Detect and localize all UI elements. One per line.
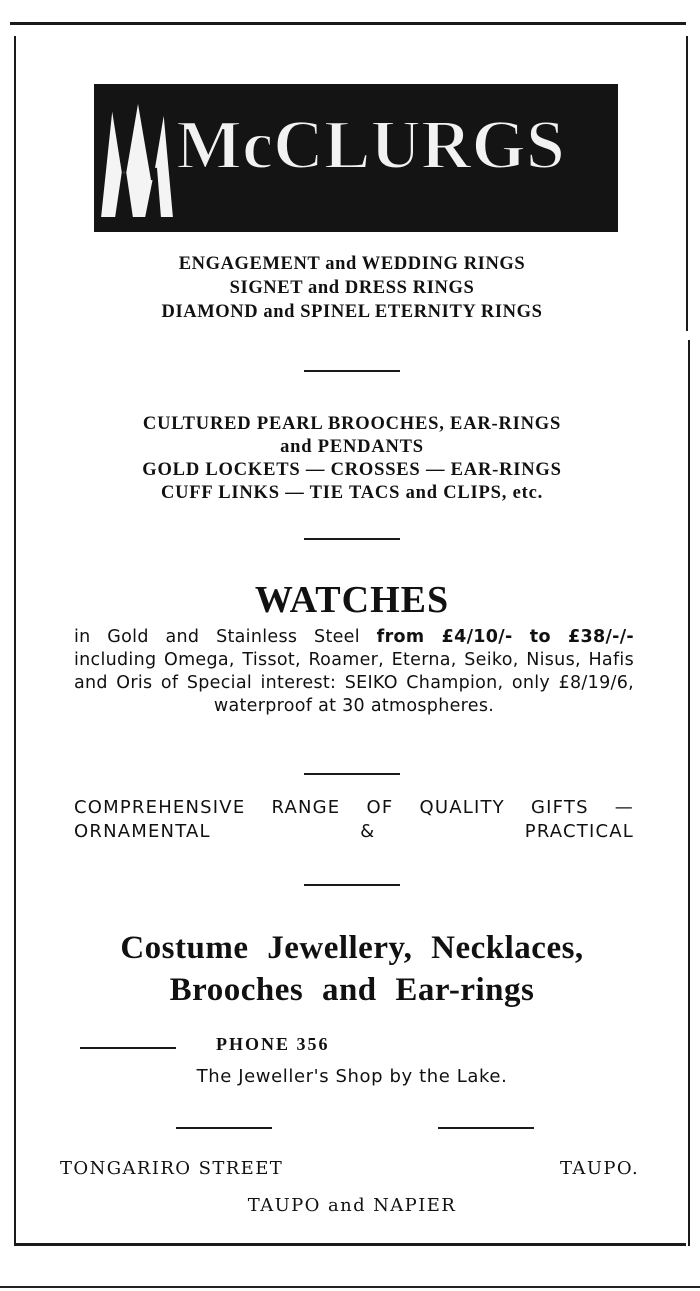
- border-right-lower: [688, 340, 690, 1246]
- divider-5-left: [176, 1127, 272, 1129]
- town-name: TAUPO.: [560, 1158, 640, 1179]
- divider-4: [304, 884, 400, 886]
- rings-line-3: DIAMOND and SPINEL ETERNITY RINGS: [161, 302, 543, 322]
- watches-waterproof: waterproof at 30 atmospheres.: [213, 696, 495, 716]
- watches-price-range: from £4/10/- to £38/-/-: [376, 627, 634, 647]
- watches-brands: including Omega, Tissot, Roamer, Eterna, Seiko, Nisus, Hafis and Oris of Special interest: SEIKO Champion, only £8/19/6,: [74, 650, 634, 693]
- pearls-line-4: CUFF LINKS — TIE TACS and CLIPS, etc.: [160, 483, 544, 503]
- mcclurgs-logo: [94, 84, 618, 232]
- costume-jewellery: [20, 927, 684, 1011]
- watches-heading: WATCHES: [254, 579, 450, 621]
- logo-text: McCLURGS: [176, 107, 565, 184]
- rings-line-1: ENGAGEMENT and WEDDING RINGS: [178, 254, 526, 274]
- pearls-list: [20, 413, 684, 505]
- phone-leader-rule: [80, 1047, 176, 1049]
- shop-tagline: The Jeweller's Shop by the Lake.: [196, 1066, 508, 1087]
- border-right: [686, 36, 688, 331]
- divider-3: [304, 773, 400, 775]
- rings-line-2: SIGNET and DRESS RINGS: [229, 278, 475, 298]
- pearls-line-3: GOLD LOCKETS — CROSSES — EAR-RINGS: [142, 460, 562, 480]
- phone-number: PHONE 356: [216, 1034, 330, 1054]
- page-edge-rule: [0, 1286, 700, 1288]
- border-top: [10, 22, 686, 25]
- watches-materials: in Gold and Stainless Steel: [74, 627, 360, 647]
- border-bottom: [16, 1243, 686, 1246]
- pearls-line-1: CULTURED PEARL BROOCHES, EAR-RINGS: [142, 414, 562, 434]
- costume-line-2: Brooches and Ear-rings: [169, 972, 535, 1008]
- rings-list: [20, 252, 684, 324]
- costume-line-1: Costume Jewellery, Necklaces,: [120, 930, 584, 966]
- divider-2: [304, 538, 400, 540]
- pearls-line-2: and PENDANTS: [280, 437, 424, 457]
- gifts-text: COMPREHENSIVE RANGE OF QUALITY GIFTS — ORNAMENTAL & PRACTICAL: [74, 797, 634, 842]
- divider-5-right: [438, 1127, 534, 1129]
- border-left: [14, 36, 16, 1246]
- branches: TAUPO and NAPIER: [247, 1195, 457, 1216]
- street-address: TONGARIRO STREET: [60, 1158, 284, 1179]
- watches-description: [74, 626, 634, 718]
- divider-1: [304, 370, 400, 372]
